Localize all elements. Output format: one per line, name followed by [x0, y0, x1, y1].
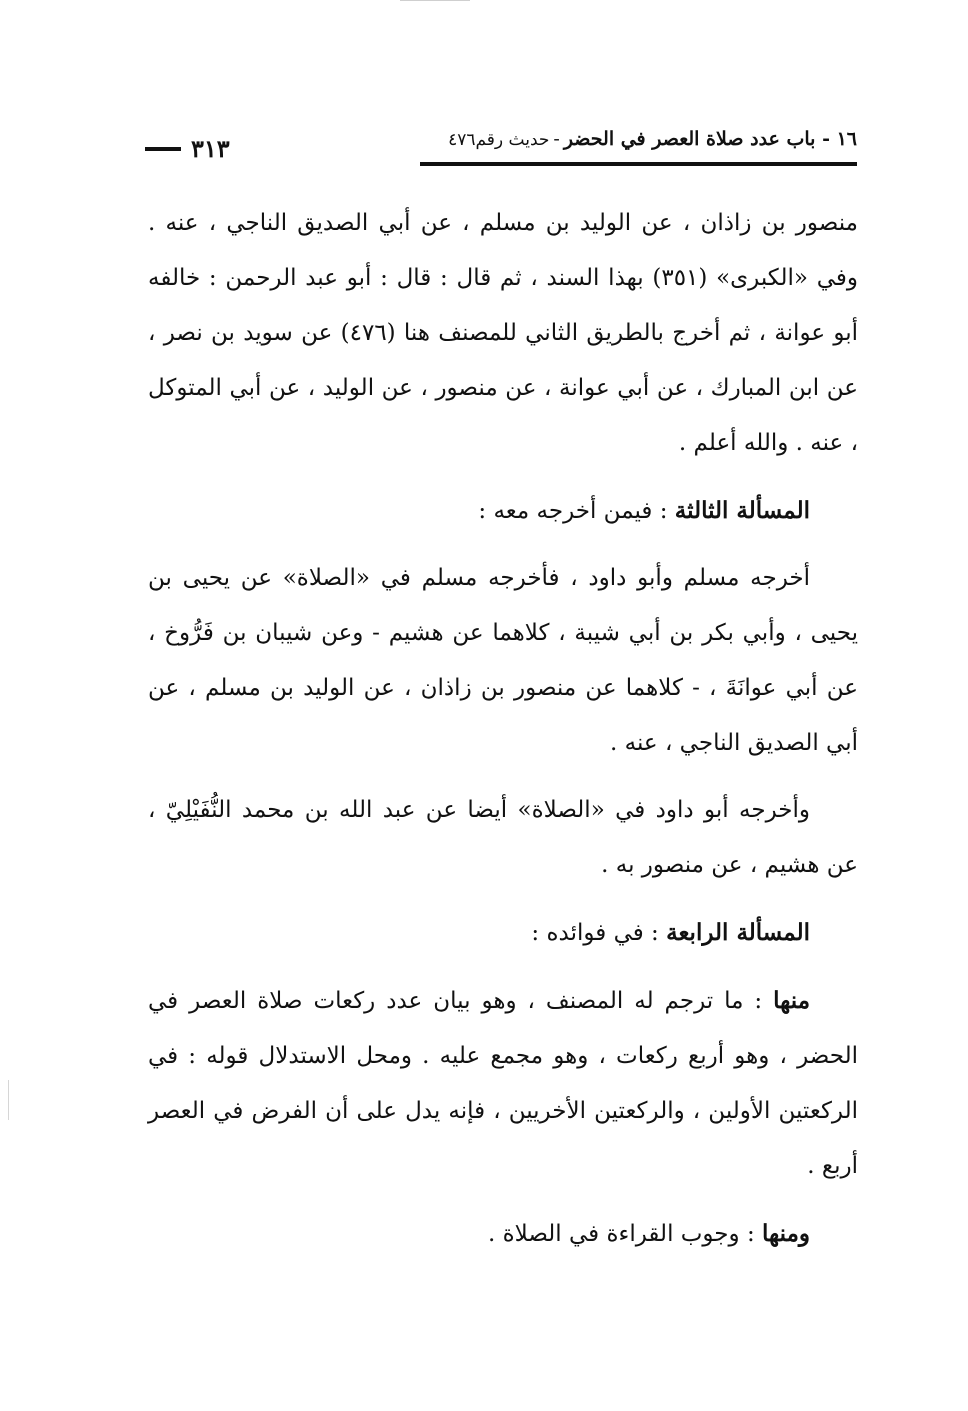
section-heading-3: [148, 483, 858, 539]
scan-mark: [400, 0, 470, 5]
header-title: [448, 128, 857, 150]
header-rule: [420, 162, 857, 166]
hadith-reference: حديث رقم٤٧٦: [448, 130, 550, 150]
chapter-title: ١٦ - باب عدد صلاة العصر في الحضر: [563, 128, 857, 150]
scan-edge-mark: [8, 1080, 9, 1120]
header-separator: -: [553, 128, 560, 150]
page-number: ٣١٣: [191, 134, 230, 163]
paragraph-5-lead: ومنها: [762, 1220, 810, 1247]
running-header: [145, 128, 857, 172]
paragraph-4-lead: منها: [773, 987, 811, 1014]
page-number-dash: [145, 147, 181, 151]
page-number-block: [145, 134, 230, 163]
page-body: [148, 196, 858, 1262]
heading-3-text: : فيمن أخرجه معه :: [478, 498, 668, 524]
paragraph-3: وأخرجه أبو داود في «الصلاة» أيضا عن عبد الله بن محمد النُّفَيْلِيّ ، عن هشيم ، عن منصور به .: [148, 797, 858, 878]
paragraph-4-text: : ما ترجم له المصنف ، وهو بيان عدد ركعات صلاة العصر في الحضر ، وهو أربع ركعات ، وهو مجمع عليه . ومحل الاستدلال قوله : في الركعتين الأولين ، والركعتين الأخريين ، فإنه يدل على أن الفرض في العصر أربع .: [148, 988, 858, 1179]
heading-4-text: : في فوائده :: [531, 920, 659, 946]
heading-3-label: المسألة الثالثة: [674, 497, 810, 524]
section-heading-4: [148, 905, 858, 961]
heading-4-label: المسألة الرابعة: [666, 919, 810, 946]
paragraph-4: [148, 973, 858, 1194]
paragraph-2: أخرجه مسلم وأبو داود ، فأخرجه مسلم في «الصلاة» عن يحيى بن يحيى ، وأبي بكر بن أبي شيبة ، كلاهما عن هشيم - وعن شيبان بن فَرُّوخ ، عن أبي عوانَةَ ، - كلاهما عن منصور بن زاذان ، عن الوليد بن مسلم ، عن أبي الصديق الناجي ، عنه .: [148, 565, 858, 756]
paragraph-5: [148, 1206, 858, 1262]
paragraph-1: منصور بن زاذان ، عن الوليد بن مسلم ، عن أبي الصديق الناجي ، عنه . وفي «الكبرى» (٣٥١) بهذا السند ، ثم قال : قال : أبو عبد الرحمن : خالفه أبو عوانة ، ثم أخرج بالطريق الثاني للمصنف هنا (٤٧٦) عن سويد بن نصر ، عن ابن المبارك ، عن أبي عوانة ، عن منصور ، عن الوليد ، عن أبي المتوكل ، عنه . والله أعلم .: [148, 210, 858, 456]
paragraph-5-text: : وجوب القراءة في الصلاة .: [487, 1221, 755, 1247]
